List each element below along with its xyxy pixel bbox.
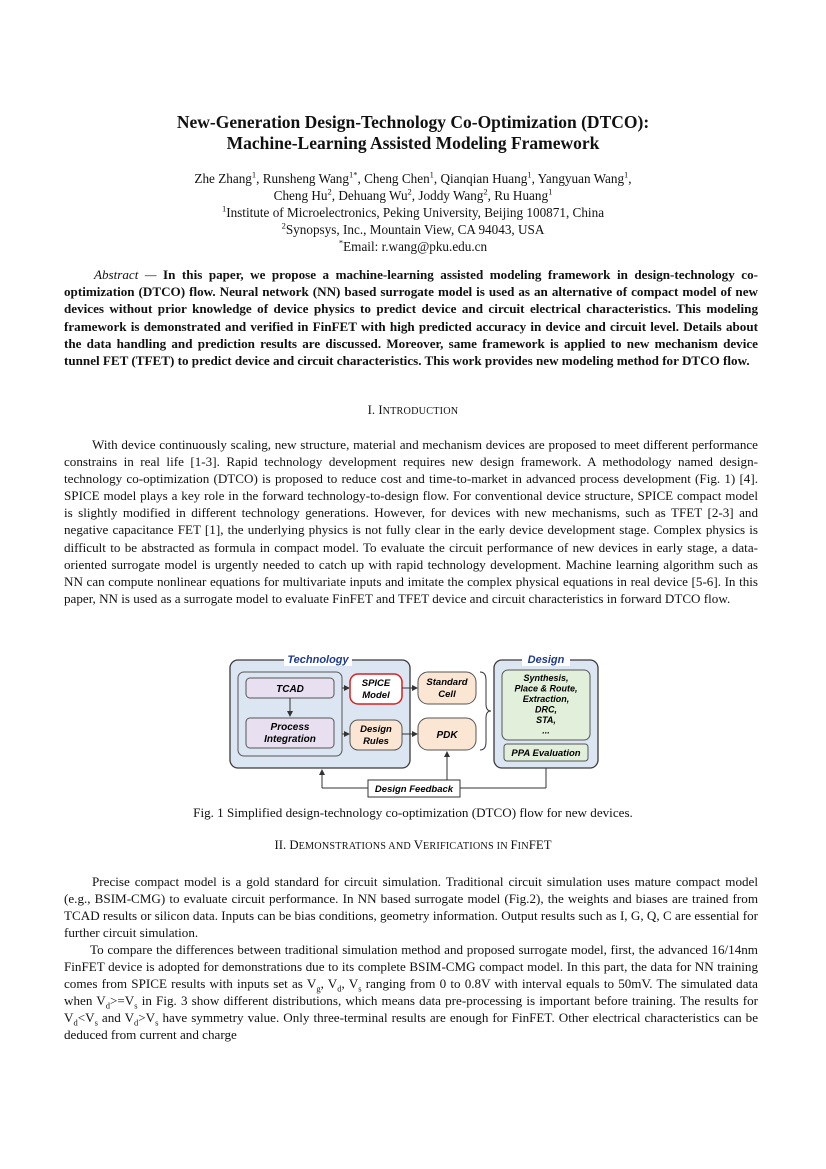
p3-sub-s: s	[358, 983, 362, 994]
figure-1-caption: Fig. 1 Simplified design-technology co-optimization (DTCO) flow for new devices.	[193, 805, 633, 820]
section-heading-finfet	[60, 838, 766, 853]
section-1-number: I.	[367, 403, 379, 417]
p3-sub-d4: d	[134, 1017, 139, 1028]
p3-b: , V	[320, 976, 338, 992]
p3-a: To compare the differences between traditional simulation method and proposed surrogate model, first, the advanced 16/14nm FinFET device is adopted for demonstrations due to its complete BSIM-CMG compact model. In this part, the data for NN training comes from SPICE results with inputs set as V	[64, 942, 758, 992]
email-text: Email: r.wang@pku.edu.cn	[343, 239, 488, 254]
affiliation-1-mark: 1	[221, 203, 227, 214]
author-name: Yangyuan Wang	[537, 171, 625, 186]
p3-c: , V	[341, 976, 359, 992]
author-name: Dehuang Wu	[338, 188, 408, 203]
section-2-rest-1: EMONSTRATIONS AND	[298, 841, 414, 852]
author-line-2	[60, 187, 766, 204]
design-rules-label-2: Rules	[363, 736, 389, 747]
p3-sub-d: d	[337, 983, 342, 994]
synthesis-step: ...	[542, 725, 550, 736]
author-separator: ,	[487, 188, 495, 203]
author-affiliation-mark: 1	[624, 169, 629, 180]
design-rules-label-1: Design	[360, 724, 392, 735]
affiliation-1	[60, 204, 766, 221]
paper-title	[60, 112, 766, 154]
abstract-lead: Abstract	[94, 267, 139, 282]
design-label: Design	[527, 654, 565, 666]
section-1-rest: NTRODUCTION	[382, 406, 459, 417]
pdk-label: PDK	[436, 730, 458, 741]
author-affiliation-mark: 1	[251, 169, 257, 180]
p3-h: and V	[97, 1010, 135, 1026]
paragraph-finfet-data	[64, 941, 758, 1044]
author-name: Cheng Chen	[364, 171, 430, 186]
synthesis-step: Extraction,	[522, 694, 570, 704]
p3-g: <V	[77, 1010, 95, 1026]
synthesis-step: Place & Route,	[514, 683, 578, 694]
p3-f: in Fig. 3 show different distributions, which means data pre-processing is important before training. The results for V	[64, 993, 759, 1026]
affiliation-2-mark: 2	[281, 220, 286, 231]
p3-d: ranging from 0 to 0.8V with interval equals to 50mV. The simulated data when V	[64, 976, 758, 1009]
author-name: Qianqian Huang	[440, 171, 528, 186]
spice-model-label-2: Model	[362, 690, 390, 701]
title-line-2: Machine-Learning Assisted Modeling Framework	[226, 133, 600, 153]
synthesis-step: DRC,	[535, 704, 557, 715]
p3-i: >V	[138, 1010, 156, 1026]
email-mark: *	[338, 237, 344, 248]
technology-label: Technology	[287, 654, 349, 666]
abstract	[64, 266, 758, 369]
affiliation-2-text: Synopsys, Inc., Mountain View, CA 94043, USA	[285, 222, 545, 237]
p3-sub-s3: s	[94, 1017, 98, 1028]
author-affiliation-mark: 2	[483, 186, 488, 197]
author-affiliation-mark: 1	[548, 186, 553, 197]
author-line-1	[60, 170, 766, 187]
section-1-initial: I	[378, 403, 383, 417]
author-separator: ,	[411, 188, 419, 203]
author-name: Runsheng Wang	[262, 171, 349, 186]
section-2-rest-2: ERIFICATIONS IN	[422, 841, 511, 852]
intro-paragraph: With device continuously scaling, new structure, material and mechanism devices are proposed to meet different performance constrains in real life [1-3]. Rapid technology development requires new design framework. A methodology named design-technology co-optimization (DTCO) is proposed to reduce cost and time-to-market in advanced process development (Fig. 1) [4]. SPICE model plays a key role in the forward technology-to-design flow. For conventional device structure, SPICE compact model is slightly modified in different technology generations. However, for devices with new mechanisms, such as TFET [2-3] and negative capacitance FET [1], the underlying physics is not fully clear in the early device development stage. Complex physics is difficult to be abstracted as formula in compact model. To evaluate the circuit performance of new devices in early stage, a data-oriented surrogate model is urgently needed to catch up with rapid technology development. Machine learning algorithm such as NN can compute nonlinear equations for multivariate inputs and imitate the complex physical equations in real device [5-6]. In this paper, NN is used as a surrogate model to evaluate FinFET and TFET device and circuit characteristics in forward DTCO flow.	[64, 437, 758, 606]
p3-sub-s2: s	[134, 1000, 138, 1011]
abstract-dash: —	[138, 267, 164, 282]
author-separator: ,	[531, 171, 538, 186]
author-name: Cheng Hu	[273, 188, 328, 203]
author-separator: ,	[256, 171, 263, 186]
grouping-brace	[480, 672, 491, 750]
corresponding-email	[60, 238, 766, 255]
p3-e: >=V	[110, 993, 135, 1009]
synthesis-step: Synthesis,	[523, 673, 569, 683]
synthesis-step: STA,	[536, 715, 556, 725]
affiliation-2	[60, 221, 766, 238]
tcad-label: TCAD	[276, 684, 304, 695]
standard-cell-label-2: Cell	[438, 689, 456, 700]
design-feedback-label: Design Feedback	[374, 784, 454, 795]
affiliation-1-text: Institute of Microelectronics, Peking University, Beijing 100871, China	[226, 205, 605, 220]
section-2-initial-2: V	[413, 838, 423, 852]
author-block	[60, 170, 766, 255]
section-2-rest-3: IN	[517, 841, 529, 852]
author-separator: ,	[433, 171, 441, 186]
section-2-initial-4: FET	[528, 838, 552, 852]
section-heading-introduction	[60, 403, 766, 418]
p3-sub-g: g	[316, 983, 321, 994]
author-name: Ru Huang	[494, 188, 549, 203]
author-affiliation-mark: 2	[407, 186, 412, 197]
section-2-initial-1: D	[289, 838, 299, 852]
p3-sub-d2: d	[105, 1000, 110, 1011]
title-line-1: New-Generation Design-Technology Co-Optimization (DTCO):	[176, 112, 650, 132]
abstract-body: In this paper, we propose a machine-learning assisted modeling framework in design-technology co-optimization (DTCO) flow. Neural network (NN) based surrogate model is used as an alternative of compact model of new devices without prior knowledge of device physics to predict device and circuit electrical characteristics. This modeling framework is demonstrated and verified in FinFET with high predicted accuracy in device and circuit level. Details about the data handling and prediction results are discussed. Moreover, same framework is applied to new mechanism device tunnel FET (TFET) to predict device and circuit characteristics. This work provides new modeling method for DTCO flow.	[64, 267, 758, 369]
author-affiliation-mark: 1	[429, 169, 434, 180]
process-integration-label-1: Process	[270, 722, 310, 733]
ppa-evaluation-label: PPA Evaluation	[511, 748, 581, 759]
author-affiliation-mark: 2	[327, 186, 332, 197]
author-name: Zhe Zhang	[194, 171, 252, 186]
p3-j: have symmetry value. Only three-terminal results are enough for FinFET. Other electrical characteristics can be deduced from current and charge	[64, 1010, 759, 1043]
author-separator: ,	[331, 188, 339, 203]
author-name: Joddy Wang	[418, 188, 484, 203]
spice-model-label-1: SPICE	[361, 678, 391, 689]
p3-sub-d3: d	[73, 1017, 78, 1028]
process-integration-label-2: Integration	[264, 734, 316, 745]
paragraph-compact-model: Precise compact model is a gold standard for circuit simulation. Traditional circuit simulation uses mature compact model (e.g., BSIM-CMG) to evaluate circuit performance. In NN based surrogate model (Fig.2), the weights and biases are trained from TCAD results or silicon data. Inputs can be bias conditions, geometry information. Output results such as I, G, Q, C are essential for further circuit simulation.	[64, 874, 758, 941]
section-2-number: II.	[274, 838, 290, 852]
section-2-initial-3: F	[510, 838, 518, 852]
author-affiliation-mark: 1*	[349, 169, 358, 180]
standard-cell-label-1: Standard	[426, 677, 468, 688]
author-affiliation-mark: 1	[527, 169, 532, 180]
p3-sub-s4: s	[155, 1017, 159, 1028]
dtco-flow-figure	[228, 650, 600, 800]
author-separator: ,	[628, 171, 632, 186]
author-separator: ,	[357, 171, 365, 186]
